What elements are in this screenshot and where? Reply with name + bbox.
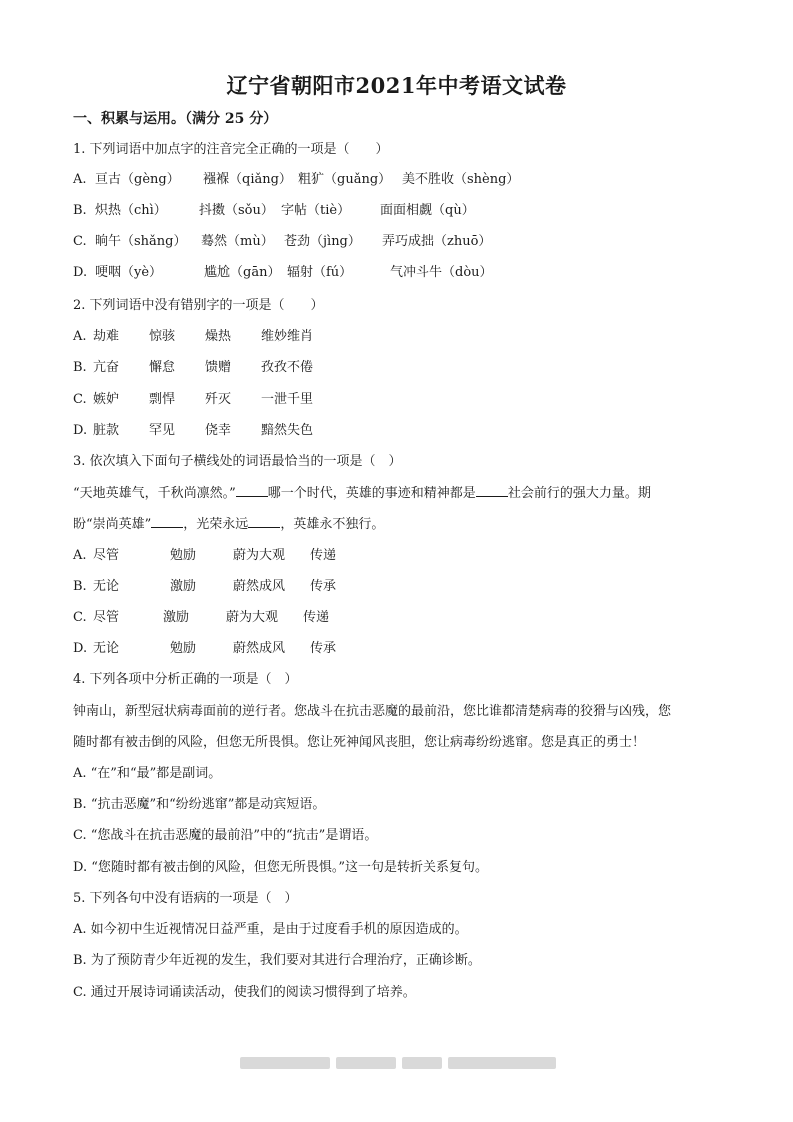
option-word: 蔚为大观 xyxy=(226,610,279,625)
option-word: 苍劲（jìng） xyxy=(284,234,361,249)
option-word: 馈赠 xyxy=(205,360,232,375)
option-word: 蔚为大观 xyxy=(233,548,286,563)
q4-option-a[interactable]: A. “在”和“最”都是副词。 xyxy=(73,766,222,781)
option-word: 无论 xyxy=(93,641,120,656)
option-word: 燥热 xyxy=(205,329,232,344)
option-word: 惊骇 xyxy=(149,329,176,344)
option-label: B. xyxy=(73,203,87,218)
option-label: C. xyxy=(73,392,87,407)
option-word: 激励 xyxy=(163,610,190,625)
option-label: C. xyxy=(73,234,87,249)
q5-option-c[interactable]: C. 通过开展诗词诵读活动，使我们的阅读习惯得到了培养。 xyxy=(73,985,416,1000)
option-label: B. xyxy=(73,579,87,594)
option-word: 尽管 xyxy=(93,548,120,563)
question-3-passage-line-1 xyxy=(73,484,651,503)
blank-line xyxy=(151,515,183,528)
option-word: 尴尬（gān） xyxy=(204,265,281,280)
passage-text: ，英雄永不独行。 xyxy=(280,517,385,532)
q4-option-d[interactable]: D. “您随时都有被击倒的风险，但您无所畏惧。”这一句是转折关系复句。 xyxy=(73,860,489,875)
option-label: B. xyxy=(73,360,87,375)
option-word: 蓦然（mù） xyxy=(201,234,274,249)
question-4-passage-line-1: 钟南山，新型冠状病毒面前的逆行者。您战斗在抗击恶魔的最前沿，您比谁都清楚病毒的狡猾与凶残，您 xyxy=(73,704,672,719)
option-word: 字帖（tiè） xyxy=(281,203,351,218)
option-word: 传递 xyxy=(310,548,337,563)
question-5-stem: 5. 下列各句中没有语病的一项是（ ） xyxy=(73,891,298,906)
option-word: 炽热（chì） xyxy=(95,203,167,218)
option-word: 蔚然成风 xyxy=(233,641,286,656)
option-word: 嫉妒 xyxy=(93,392,120,407)
blurred-footer-watermark xyxy=(240,1057,556,1069)
passage-text: ，光荣永远 xyxy=(183,517,249,532)
question-3-passage-line-2 xyxy=(73,515,384,534)
question-3-stem: 3. 依次填入下面句子横线处的词语最恰当的一项是（ ） xyxy=(73,454,402,469)
option-word: 勉励 xyxy=(170,548,197,563)
passage-text: 哪一个时代，英雄的事迹和精神都是 xyxy=(267,486,476,501)
section-heading: 一、积累与运用。（满分 25 分） xyxy=(73,111,278,127)
option-word: 晌午（shǎng） xyxy=(95,234,187,249)
question-2-stem: 2. 下列词语中没有错别字的一项是（ ） xyxy=(73,298,324,313)
q4-option-c[interactable]: C. “您战斗在抗击恶魔的最前沿”中的“抗击”是谓语。 xyxy=(73,828,378,843)
option-label: A. xyxy=(73,548,87,563)
page-title: 辽宁省朝阳市2021年中考语文试卷 xyxy=(226,73,567,98)
passage-text: 盼“崇尚英雄” xyxy=(73,517,152,532)
option-word: 抖擞（sǒu） xyxy=(199,203,274,218)
passage-text: “天地英雄气，千秋尚凛然。” xyxy=(73,486,236,501)
q5-option-a[interactable]: A. 如今初中生近视情况日益严重，是由于过度看手机的原因造成的。 xyxy=(73,922,468,937)
option-word: 美不胜收（shèng） xyxy=(402,172,520,187)
option-word: 剽悍 xyxy=(149,392,176,407)
blank-line xyxy=(476,484,508,497)
option-word: 劫难 xyxy=(93,329,120,344)
option-word: 激励 xyxy=(170,579,197,594)
option-label: D. xyxy=(73,641,88,656)
option-label: D. xyxy=(73,265,88,280)
option-word: 传承 xyxy=(310,641,337,656)
option-word: 无论 xyxy=(93,579,120,594)
option-word: 侥幸 xyxy=(205,423,232,438)
option-word: 维妙维肖 xyxy=(261,329,314,344)
option-label: C. xyxy=(73,610,87,625)
option-word: 一泄千里 xyxy=(261,392,314,407)
question-4-stem: 4. 下列各项中分析正确的一项是（ ） xyxy=(73,672,298,687)
option-word: 亢奋 xyxy=(93,360,120,375)
option-word: 歼灭 xyxy=(205,392,232,407)
option-word: 黯然失色 xyxy=(261,423,314,438)
option-word: 传承 xyxy=(310,579,337,594)
passage-text: 社会前行的强大力量。期 xyxy=(507,486,651,501)
option-word: 脏款 xyxy=(93,423,120,438)
option-word: 传递 xyxy=(303,610,330,625)
option-word: 面面相觑（qù） xyxy=(380,203,475,218)
option-label: A. xyxy=(73,172,87,187)
option-word: 弄巧成拙（zhuō） xyxy=(382,234,492,249)
option-word: 蔚然成风 xyxy=(233,579,286,594)
blank-line xyxy=(236,484,268,497)
option-word: 懈怠 xyxy=(149,360,176,375)
option-label: D. xyxy=(73,423,88,438)
option-word: 孜孜不倦 xyxy=(261,360,314,375)
option-word: 哽咽（yè） xyxy=(95,265,163,280)
question-4-passage-line-2: 随时都有被击倒的风险，但您无所畏惧。您让死神闻风丧胆，您让病毒纷纷逃窜。您是真正的勇士！ xyxy=(73,735,646,750)
q4-option-b[interactable]: B. “抗击恶魔”和“纷纷逃窜”都是动宾短语。 xyxy=(73,797,326,812)
option-label: A. xyxy=(73,329,87,344)
question-1-stem: 1. 下列词语中加点字的注音完全正确的一项是（ ） xyxy=(73,142,389,157)
option-word: 辐射（fú） xyxy=(287,265,353,280)
blank-line xyxy=(248,515,280,528)
option-word: 襁褓（qiǎng） xyxy=(203,172,292,187)
option-word: 粗犷（guǎng） xyxy=(298,172,392,187)
q5-option-b[interactable]: B. 为了预防青少年近视的发生，我们要对其进行合理治疗，正确诊断。 xyxy=(73,953,481,968)
option-word: 尽管 xyxy=(93,610,120,625)
option-word: 罕见 xyxy=(149,423,176,438)
option-word: 勉励 xyxy=(170,641,197,656)
option-word: 亘古（gèng） xyxy=(95,172,180,187)
option-word: 气冲斗牛（dòu） xyxy=(390,265,493,280)
